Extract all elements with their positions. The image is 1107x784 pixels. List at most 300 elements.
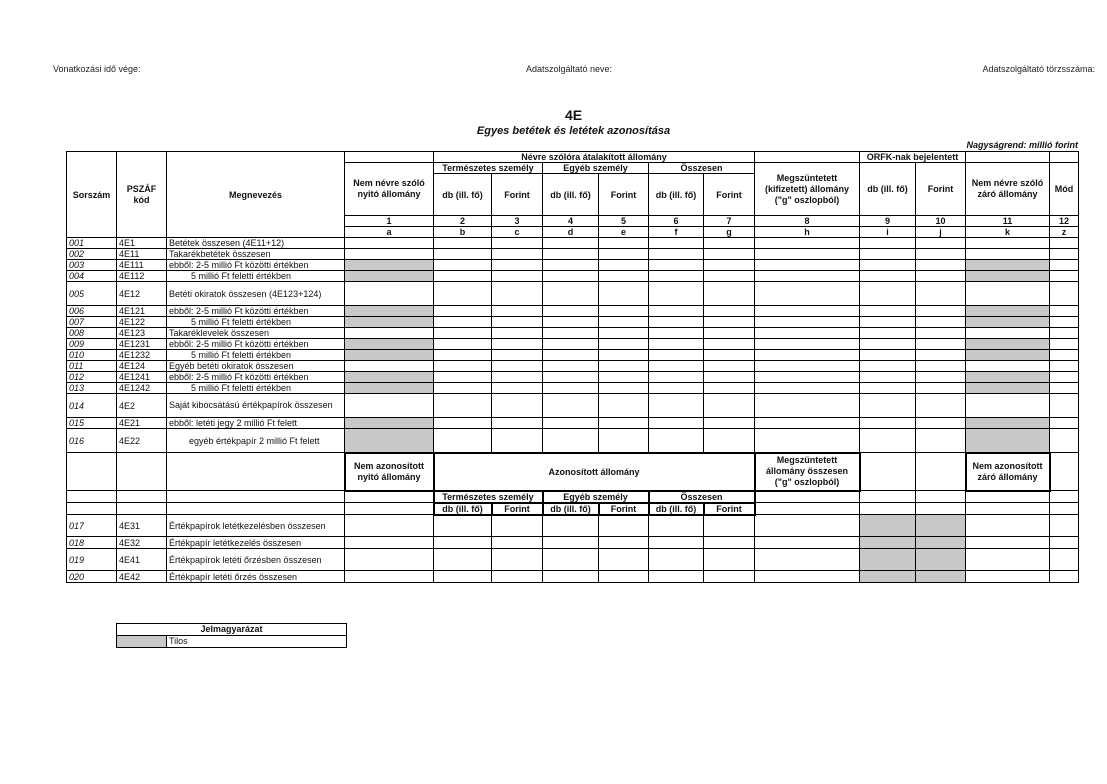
forbidden-cell xyxy=(966,418,1050,429)
input-cell[interactable] xyxy=(345,282,434,306)
input-cell[interactable] xyxy=(599,549,649,571)
column-number: 4 xyxy=(543,216,599,227)
input-cell[interactable] xyxy=(492,537,543,549)
input-cell[interactable] xyxy=(599,350,649,361)
input-cell[interactable] xyxy=(704,271,755,282)
input-cell[interactable] xyxy=(599,249,649,260)
input-cell[interactable] xyxy=(434,260,492,271)
input-cell[interactable] xyxy=(599,537,649,549)
input-cell[interactable] xyxy=(860,260,916,271)
input-cell[interactable] xyxy=(543,317,599,328)
row-number: 010 xyxy=(67,350,117,361)
input-cell[interactable] xyxy=(649,350,704,361)
forbidden-cell xyxy=(345,383,434,394)
forbidden-cell xyxy=(345,306,434,317)
input-cell[interactable] xyxy=(916,383,966,394)
input-cell[interactable] xyxy=(704,515,755,537)
input-cell[interactable] xyxy=(860,383,916,394)
input-cell[interactable] xyxy=(1050,394,1079,418)
input-cell[interactable] xyxy=(1050,328,1079,339)
input-cell[interactable] xyxy=(755,549,860,571)
input-cell[interactable] xyxy=(704,383,755,394)
input-cell[interactable] xyxy=(599,238,649,249)
input-cell[interactable] xyxy=(543,249,599,260)
input-cell[interactable] xyxy=(345,328,434,339)
forbidden-cell xyxy=(966,339,1050,350)
input-cell[interactable] xyxy=(434,383,492,394)
table-row xyxy=(67,260,1079,271)
input-cell[interactable] xyxy=(755,339,860,350)
input-cell[interactable] xyxy=(543,306,599,317)
input-cell[interactable] xyxy=(599,515,649,537)
input-cell[interactable] xyxy=(543,537,599,549)
input-cell[interactable] xyxy=(860,350,916,361)
row-code: 4E1232 xyxy=(117,350,167,361)
data-cell xyxy=(916,491,966,503)
input-cell[interactable] xyxy=(492,282,543,306)
legend-swatch xyxy=(117,636,167,648)
input-cell[interactable] xyxy=(434,571,492,583)
row-code: 4E123 xyxy=(117,328,167,339)
input-cell[interactable] xyxy=(543,271,599,282)
input-cell[interactable] xyxy=(434,361,492,372)
input-cell[interactable] xyxy=(434,350,492,361)
input-cell[interactable] xyxy=(649,549,704,571)
input-cell[interactable] xyxy=(434,317,492,328)
input-cell[interactable] xyxy=(434,238,492,249)
forint-header: Forint xyxy=(599,174,649,216)
row-number: 012 xyxy=(67,372,117,383)
data-cell xyxy=(966,503,1050,515)
input-cell[interactable] xyxy=(599,383,649,394)
input-cell[interactable] xyxy=(916,361,966,372)
input-cell[interactable] xyxy=(966,394,1050,418)
input-cell[interactable] xyxy=(434,515,492,537)
input-cell[interactable] xyxy=(543,350,599,361)
input-cell[interactable] xyxy=(704,328,755,339)
input-cell[interactable] xyxy=(599,418,649,429)
column-number: 5 xyxy=(599,216,649,227)
input-cell[interactable] xyxy=(1050,418,1079,429)
input-cell[interactable] xyxy=(543,429,599,453)
input-cell[interactable] xyxy=(916,317,966,328)
input-cell[interactable] xyxy=(599,328,649,339)
input-cell[interactable] xyxy=(916,249,966,260)
input-cell[interactable] xyxy=(434,372,492,383)
close-ident-header: Nem azonosított záró állomány xyxy=(966,453,1050,491)
input-cell[interactable] xyxy=(434,249,492,260)
input-cell[interactable] xyxy=(649,282,704,306)
input-cell[interactable] xyxy=(434,418,492,429)
row-code: 4E21 xyxy=(117,418,167,429)
nat-person-header: Természetes személy xyxy=(434,163,543,174)
input-cell[interactable] xyxy=(599,260,649,271)
row-code: 4E1 xyxy=(117,238,167,249)
column-number: 1 xyxy=(345,216,434,227)
col-megnevezes-header: Megnevezés xyxy=(167,152,345,238)
row-number: 020 xyxy=(67,571,117,583)
input-cell[interactable] xyxy=(704,238,755,249)
input-cell[interactable] xyxy=(649,306,704,317)
provider-id-label: Adatszolgáltató törzsszáma: xyxy=(982,64,1095,74)
forbidden-cell xyxy=(860,515,916,537)
input-cell[interactable] xyxy=(966,238,1050,249)
input-cell[interactable] xyxy=(492,260,543,271)
input-cell[interactable] xyxy=(916,282,966,306)
input-cell[interactable] xyxy=(599,361,649,372)
input-cell[interactable] xyxy=(704,549,755,571)
section2-subheader-row xyxy=(67,503,1079,515)
row-code: 4E122 xyxy=(117,317,167,328)
input-cell[interactable] xyxy=(1050,429,1079,453)
identified-header: Azonosított állomány xyxy=(434,453,755,491)
input-cell[interactable] xyxy=(1050,549,1079,571)
input-cell[interactable] xyxy=(966,361,1050,372)
input-cell[interactable] xyxy=(1050,306,1079,317)
input-cell[interactable] xyxy=(755,249,860,260)
input-cell[interactable] xyxy=(649,515,704,537)
input-cell[interactable] xyxy=(649,394,704,418)
forbidden-cell xyxy=(345,260,434,271)
row-number: 011 xyxy=(67,361,117,372)
input-cell[interactable] xyxy=(492,361,543,372)
input-cell[interactable] xyxy=(599,339,649,350)
input-cell[interactable] xyxy=(492,549,543,571)
input-cell[interactable] xyxy=(1050,317,1079,328)
input-cell[interactable] xyxy=(755,238,860,249)
input-cell[interactable] xyxy=(492,571,543,583)
input-cell[interactable] xyxy=(649,260,704,271)
table-row xyxy=(67,383,1079,394)
header-cell xyxy=(1050,152,1079,163)
input-cell[interactable] xyxy=(599,372,649,383)
input-cell[interactable] xyxy=(704,418,755,429)
row-code: 4E124 xyxy=(117,361,167,372)
input-cell[interactable] xyxy=(860,361,916,372)
row-name: 5 millió Ft feletti értékben xyxy=(167,383,345,394)
table-row xyxy=(67,350,1079,361)
input-cell[interactable] xyxy=(345,515,434,537)
group-orfk-header: ORFK-nak bejelentett xyxy=(860,152,966,163)
data-cell xyxy=(916,453,966,491)
input-cell[interactable] xyxy=(1050,350,1079,361)
input-cell[interactable] xyxy=(704,249,755,260)
input-cell[interactable] xyxy=(860,271,916,282)
input-cell[interactable] xyxy=(599,317,649,328)
input-cell[interactable] xyxy=(492,271,543,282)
input-cell[interactable] xyxy=(649,339,704,350)
row-code: 4E11 xyxy=(117,249,167,260)
data-cell xyxy=(67,453,117,491)
input-cell[interactable] xyxy=(543,339,599,350)
input-cell[interactable] xyxy=(345,238,434,249)
input-cell[interactable] xyxy=(704,350,755,361)
input-cell[interactable] xyxy=(649,271,704,282)
input-cell[interactable] xyxy=(1050,238,1079,249)
input-cell[interactable] xyxy=(543,328,599,339)
input-cell[interactable] xyxy=(755,418,860,429)
input-cell[interactable] xyxy=(492,317,543,328)
input-cell[interactable] xyxy=(1050,271,1079,282)
section2-subheader-row xyxy=(67,491,1079,503)
table-row xyxy=(67,394,1079,418)
input-cell[interactable] xyxy=(916,271,966,282)
input-cell[interactable] xyxy=(755,394,860,418)
data-cell xyxy=(117,503,167,515)
forbidden-cell xyxy=(966,429,1050,453)
input-cell[interactable] xyxy=(1050,383,1079,394)
row-number: 003 xyxy=(67,260,117,271)
input-cell[interactable] xyxy=(1050,361,1079,372)
row-code: 4E22 xyxy=(117,429,167,453)
input-cell[interactable] xyxy=(649,238,704,249)
input-cell[interactable] xyxy=(649,571,704,583)
input-cell[interactable] xyxy=(434,306,492,317)
input-cell[interactable] xyxy=(1050,339,1079,350)
input-cell[interactable] xyxy=(860,429,916,453)
data-cell xyxy=(1050,453,1079,491)
input-cell[interactable] xyxy=(434,549,492,571)
input-cell[interactable] xyxy=(543,383,599,394)
input-cell[interactable] xyxy=(916,260,966,271)
input-cell[interactable] xyxy=(543,549,599,571)
row-code: 4E12 xyxy=(117,282,167,306)
input-cell[interactable] xyxy=(860,328,916,339)
row-number: 001 xyxy=(67,238,117,249)
input-cell[interactable] xyxy=(966,515,1050,537)
input-cell[interactable] xyxy=(755,383,860,394)
db-header: db (ill. fő) xyxy=(649,174,704,216)
input-cell[interactable] xyxy=(755,429,860,453)
input-cell[interactable] xyxy=(966,328,1050,339)
input-cell[interactable] xyxy=(599,571,649,583)
input-cell[interactable] xyxy=(704,282,755,306)
input-cell[interactable] xyxy=(755,306,860,317)
input-cell[interactable] xyxy=(1050,537,1079,549)
input-cell[interactable] xyxy=(649,249,704,260)
column-number: 12 xyxy=(1050,216,1079,227)
input-cell[interactable] xyxy=(916,372,966,383)
col-sorszam-header: Sorszám xyxy=(67,152,117,238)
input-cell[interactable] xyxy=(755,571,860,583)
input-cell[interactable] xyxy=(755,317,860,328)
row-name: ebből: 2-5 millió Ft közötti értékben xyxy=(167,260,345,271)
input-cell[interactable] xyxy=(543,515,599,537)
input-cell[interactable] xyxy=(1050,571,1079,583)
input-cell[interactable] xyxy=(1050,249,1079,260)
input-cell[interactable] xyxy=(649,372,704,383)
row-code: 4E1242 xyxy=(117,383,167,394)
input-cell[interactable] xyxy=(860,282,916,306)
input-cell[interactable] xyxy=(1050,260,1079,271)
input-cell[interactable] xyxy=(916,328,966,339)
input-cell[interactable] xyxy=(599,271,649,282)
column-letter: c xyxy=(492,227,543,238)
data-cell xyxy=(167,503,345,515)
input-cell[interactable] xyxy=(860,418,916,429)
input-cell[interactable] xyxy=(492,238,543,249)
input-cell[interactable] xyxy=(860,394,916,418)
input-cell[interactable] xyxy=(966,249,1050,260)
input-cell[interactable] xyxy=(434,339,492,350)
forbidden-cell xyxy=(860,549,916,571)
row-name: ebből: 2-5 millió Ft közötti értékben xyxy=(167,372,345,383)
row-name: Betétek összesen (4E11+12) xyxy=(167,238,345,249)
input-cell[interactable] xyxy=(649,361,704,372)
input-cell[interactable] xyxy=(345,549,434,571)
input-cell[interactable] xyxy=(649,418,704,429)
input-cell[interactable] xyxy=(916,350,966,361)
input-cell[interactable] xyxy=(755,372,860,383)
row-number: 009 xyxy=(67,339,117,350)
input-cell[interactable] xyxy=(492,429,543,453)
input-cell[interactable] xyxy=(434,394,492,418)
row-code: 4E42 xyxy=(117,571,167,583)
row-name: Értékpapírok letéti őrzésben összesen xyxy=(167,549,345,571)
input-cell[interactable] xyxy=(704,429,755,453)
input-cell[interactable] xyxy=(755,271,860,282)
input-cell[interactable] xyxy=(966,282,1050,306)
input-cell[interactable] xyxy=(649,429,704,453)
input-cell[interactable] xyxy=(649,383,704,394)
input-cell[interactable] xyxy=(916,339,966,350)
input-cell[interactable] xyxy=(345,537,434,549)
data-cell xyxy=(67,503,117,515)
input-cell[interactable] xyxy=(492,372,543,383)
input-cell[interactable] xyxy=(1050,282,1079,306)
input-cell[interactable] xyxy=(916,238,966,249)
input-cell[interactable] xyxy=(434,271,492,282)
forint-header: Forint xyxy=(492,503,543,515)
row-name: 5 millió Ft feletti értékben xyxy=(167,350,345,361)
input-cell[interactable] xyxy=(704,339,755,350)
input-cell[interactable] xyxy=(1050,515,1079,537)
row-name: Takaréklevelek összesen xyxy=(167,328,345,339)
input-cell[interactable] xyxy=(434,429,492,453)
input-cell[interactable] xyxy=(704,537,755,549)
column-letter: z xyxy=(1050,227,1079,238)
input-cell[interactable] xyxy=(704,361,755,372)
input-cell[interactable] xyxy=(434,537,492,549)
input-cell[interactable] xyxy=(649,328,704,339)
input-cell[interactable] xyxy=(704,372,755,383)
input-cell[interactable] xyxy=(704,306,755,317)
input-cell[interactable] xyxy=(345,394,434,418)
input-cell[interactable] xyxy=(860,317,916,328)
data-cell xyxy=(345,503,434,515)
input-cell[interactable] xyxy=(543,418,599,429)
input-cell[interactable] xyxy=(599,394,649,418)
terminated-total-header: Megszüntetett állomány összesen ("g" oszlopból) xyxy=(755,453,860,491)
input-cell[interactable] xyxy=(434,328,492,339)
input-cell[interactable] xyxy=(492,328,543,339)
form-title: Egyes betétek és letétek azonosítása xyxy=(476,125,671,137)
input-cell[interactable] xyxy=(649,317,704,328)
input-cell[interactable] xyxy=(916,418,966,429)
header-cell xyxy=(755,152,860,163)
input-cell[interactable] xyxy=(704,317,755,328)
input-cell[interactable] xyxy=(1050,372,1079,383)
input-cell[interactable] xyxy=(860,306,916,317)
data-cell xyxy=(860,491,916,503)
input-cell[interactable] xyxy=(492,515,543,537)
input-cell[interactable] xyxy=(755,361,860,372)
input-cell[interactable] xyxy=(599,429,649,453)
input-cell[interactable] xyxy=(916,394,966,418)
table-row xyxy=(67,238,1079,249)
input-cell[interactable] xyxy=(755,260,860,271)
input-cell[interactable] xyxy=(755,350,860,361)
forbidden-cell xyxy=(966,260,1050,271)
forbidden-cell xyxy=(345,350,434,361)
input-cell[interactable] xyxy=(543,571,599,583)
input-cell[interactable] xyxy=(649,537,704,549)
input-cell[interactable] xyxy=(916,429,966,453)
input-cell[interactable] xyxy=(860,372,916,383)
forbidden-cell xyxy=(345,429,434,453)
input-cell[interactable] xyxy=(543,260,599,271)
input-cell[interactable] xyxy=(543,282,599,306)
nat-person-header: Természetes személy xyxy=(434,491,543,503)
input-cell[interactable] xyxy=(492,394,543,418)
input-cell[interactable] xyxy=(755,515,860,537)
input-cell[interactable] xyxy=(492,339,543,350)
input-cell[interactable] xyxy=(755,328,860,339)
input-cell[interactable] xyxy=(543,238,599,249)
input-cell[interactable] xyxy=(860,339,916,350)
input-cell[interactable] xyxy=(599,282,649,306)
input-cell[interactable] xyxy=(543,372,599,383)
input-cell[interactable] xyxy=(755,282,860,306)
input-cell[interactable] xyxy=(492,249,543,260)
terminated-header: Megszüntetett (kifizetett) állomány ("g" oszlopból) xyxy=(755,163,860,216)
input-cell[interactable] xyxy=(860,238,916,249)
table-row xyxy=(67,571,1079,583)
input-cell[interactable] xyxy=(704,260,755,271)
input-cell[interactable] xyxy=(704,394,755,418)
unit-note: Nagyságrend: millió forint xyxy=(966,140,1078,150)
forbidden-cell xyxy=(916,571,966,583)
input-cell[interactable] xyxy=(345,571,434,583)
input-cell[interactable] xyxy=(492,418,543,429)
input-cell[interactable] xyxy=(434,282,492,306)
table-row xyxy=(67,306,1079,317)
input-cell[interactable] xyxy=(345,361,434,372)
input-cell[interactable] xyxy=(966,537,1050,549)
data-cell xyxy=(860,503,916,515)
input-cell[interactable] xyxy=(755,537,860,549)
input-cell[interactable] xyxy=(492,383,543,394)
input-cell[interactable] xyxy=(916,306,966,317)
input-cell[interactable] xyxy=(860,249,916,260)
forbidden-cell xyxy=(966,383,1050,394)
row-number: 013 xyxy=(67,383,117,394)
input-cell[interactable] xyxy=(966,571,1050,583)
forbidden-cell xyxy=(966,317,1050,328)
column-number: 3 xyxy=(492,216,543,227)
open-ident-header: Nem azonosított nyitó állomány xyxy=(345,453,434,491)
input-cell[interactable] xyxy=(345,249,434,260)
input-cell[interactable] xyxy=(492,350,543,361)
input-cell[interactable] xyxy=(492,306,543,317)
input-cell[interactable] xyxy=(966,549,1050,571)
input-cell[interactable] xyxy=(543,361,599,372)
input-cell[interactable] xyxy=(704,571,755,583)
table-row xyxy=(67,372,1079,383)
input-cell[interactable] xyxy=(599,306,649,317)
row-name: Értékpapír letéti őrzés összesen xyxy=(167,571,345,583)
input-cell[interactable] xyxy=(543,394,599,418)
